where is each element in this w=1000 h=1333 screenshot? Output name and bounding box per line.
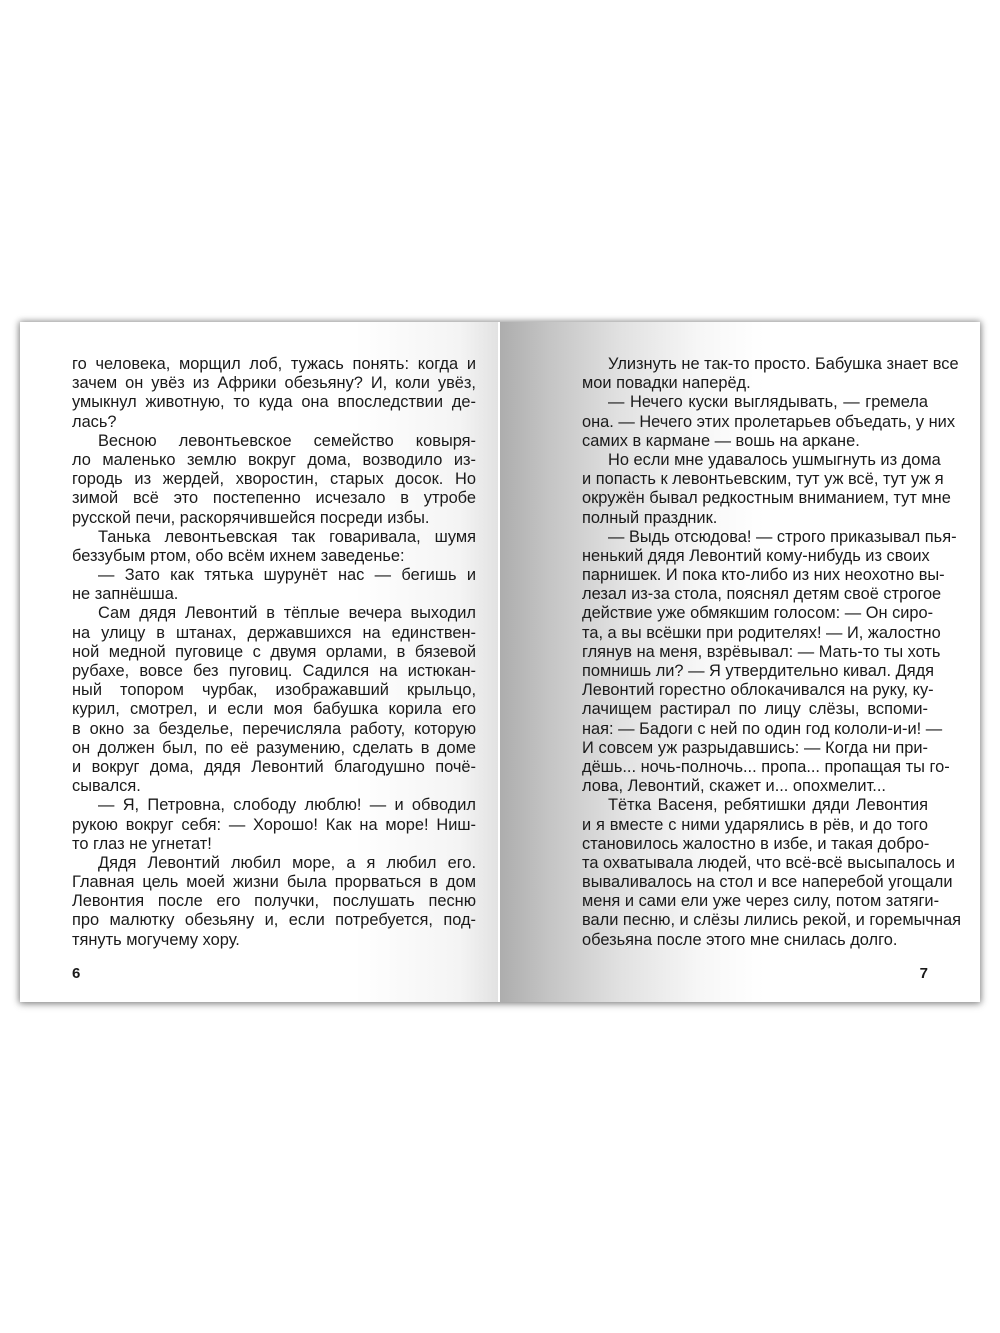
text-line: Левонтия после его получки, послушать песню	[72, 892, 476, 911]
text-line: полный праздник.	[582, 508, 718, 527]
text-line: Но если мне удавалось ушмыгнуть из дома	[608, 450, 941, 469]
text-line: ной медной пуговице с двумя орлами, в бязевой	[72, 642, 476, 661]
text-line: зимой всё это постепенно исчезало в утробе	[72, 489, 476, 508]
text-line: умыкнул животную, то куда она впоследствии де-	[72, 393, 476, 412]
text-line: она. — Нечего этих пролетарьев объедать, у них	[582, 412, 956, 431]
text-line: Весною левонтьевское семейство ковыря-	[98, 431, 476, 450]
text-line: курил, смотрел, и если моя бабушка корила его	[72, 700, 476, 719]
text-line: действие уже обмякшим голосом: — Он сиро-	[582, 604, 934, 623]
text-line: вали песню, и слёзы лились рекой, и горемычная	[582, 911, 961, 930]
text-line: не запнёшша.	[72, 585, 179, 604]
text-line: беззубым ртом, обо всём ихнем заведенье:	[72, 546, 405, 565]
text-line: то глаз не угнетат!	[72, 834, 212, 853]
text-line: ненький дядя Левонтий кому-нибудь из своих	[582, 546, 930, 565]
text-line: окружён бывал редкостным вниманием, тут мне	[582, 489, 951, 508]
text-line: лась?	[72, 412, 117, 431]
text-line: рубахе, вовсе без пуговиц. Садился на истюкан-	[72, 662, 476, 680]
right-page-text	[582, 355, 961, 950]
text-line: вываливалось на стол и все наперебой угощали	[582, 873, 953, 892]
text-line: — Нечего куски выглядывать, — гремела	[608, 393, 928, 412]
text-line: дёшь... ночь-полночь... пропа... пропащая ты го-	[582, 757, 950, 776]
text-line: русской печи, раскорячившейся посреди избы.	[72, 508, 430, 527]
text-line: лачищем растирал по лицу слёзы, вспоми-	[582, 700, 928, 719]
text-line: — Выдь отсюдова! — строго приказывал пья-	[608, 527, 957, 546]
text-line: — Я, Петровна, слободу люблю! — и обводил	[98, 796, 476, 815]
text-line: Тётка Васеня, ребятишки дяди Левонтия	[608, 796, 928, 815]
text-line: обезьяна после этого мне снилась долго.	[582, 930, 898, 949]
text-line: лова, Левонтий, скажет и... опохмелит...	[582, 777, 886, 796]
text-line: в окно за безделье, перечисляла работу, которую	[72, 719, 476, 738]
text-line: и я вместе с ними ударялись в рёв, и до того	[582, 815, 928, 834]
text-line: ная: — Бадоги с ней по один год кололи-и-и! —	[582, 719, 943, 738]
page-number-right: 7	[919, 965, 928, 982]
text-line: на улицу в штанах, державшихся на единствен-	[72, 623, 476, 642]
left-page-text	[72, 355, 476, 950]
text-line: и попасть к левонтьевским, тут уж всё, тут уж я	[582, 470, 944, 489]
page-number-left: 6	[72, 965, 81, 982]
right-page	[500, 322, 980, 1002]
text-line: ло маленько землю вокруг дома, возводило из-	[72, 450, 476, 469]
text-line: и вокруг дома, дядя Левонтий благодушно почё-	[72, 757, 476, 776]
text-line: он должен был, по её разумению, сделать в доме	[72, 738, 476, 757]
text-line: меня и сами ели уже через силу, потом затяги-	[582, 892, 940, 911]
book-spread	[20, 322, 980, 1002]
text-line: Танька левонтьевская так говаривала, шумя	[98, 527, 476, 546]
text-line: — Зато как тятька шурунёт нас — бегишь и	[98, 566, 476, 585]
text-line: зачем он увёз из Африки обезьяну? И, коли увёз,	[72, 374, 476, 393]
text-line: тянуть могучему хору.	[72, 930, 240, 949]
text-line: самих в кармане — вошь на аркане.	[582, 431, 860, 450]
text-line: та, а вы всёшки при родителях! — И, жалостно	[582, 623, 941, 642]
text-line: парнишек. И пока кто-либо из них неохотно вы-	[582, 566, 945, 585]
text-line: городь из жердей, хворостин, старых досок. Но	[72, 470, 476, 489]
text-line: рукою вокруг себя: — Хорошо! Как на море! Ниш-	[72, 815, 476, 834]
text-line: становилось жалостно в избе, и такая добро-	[582, 834, 930, 853]
left-page	[20, 322, 498, 1002]
text-line: помнишь ли? — Я утвердительно кивал. Дядя	[582, 662, 935, 680]
text-line: Левонтий горестно облокачивался на руку, ку-	[582, 681, 934, 700]
text-line: про малютку обезьяну и, если потребуется, под-	[72, 911, 476, 930]
text-line: лезал из-за стола, пояснял детям своё строгое	[582, 585, 942, 604]
text-line: Главная цель моей жизни была прорваться в дом	[72, 873, 476, 892]
text-line: Дядя Левонтий любил море, а я любил его.	[98, 853, 476, 872]
text-line: мои повадки наперёд.	[582, 374, 751, 393]
text-line: глянув на меня, взрёвывал: — Мать-то ты хоть	[582, 642, 941, 661]
text-line: го человека, морщил лоб, тужась понять: когда и	[72, 355, 476, 373]
text-line: Улизнуть не так-то просто. Бабушка знает все	[608, 355, 959, 373]
text-line: сывался.	[72, 777, 141, 796]
text-line: та охватывала людей, что всё-всё высыпалось и	[582, 853, 955, 872]
text-line: И совсем уж разрыдавшись: — Когда ни при-	[582, 738, 928, 757]
text-line: Сам дядя Левонтий в тёплые вечера выходил	[98, 604, 476, 623]
text-line: ный топором чурбак, изображавший крыльцо,	[72, 681, 476, 700]
